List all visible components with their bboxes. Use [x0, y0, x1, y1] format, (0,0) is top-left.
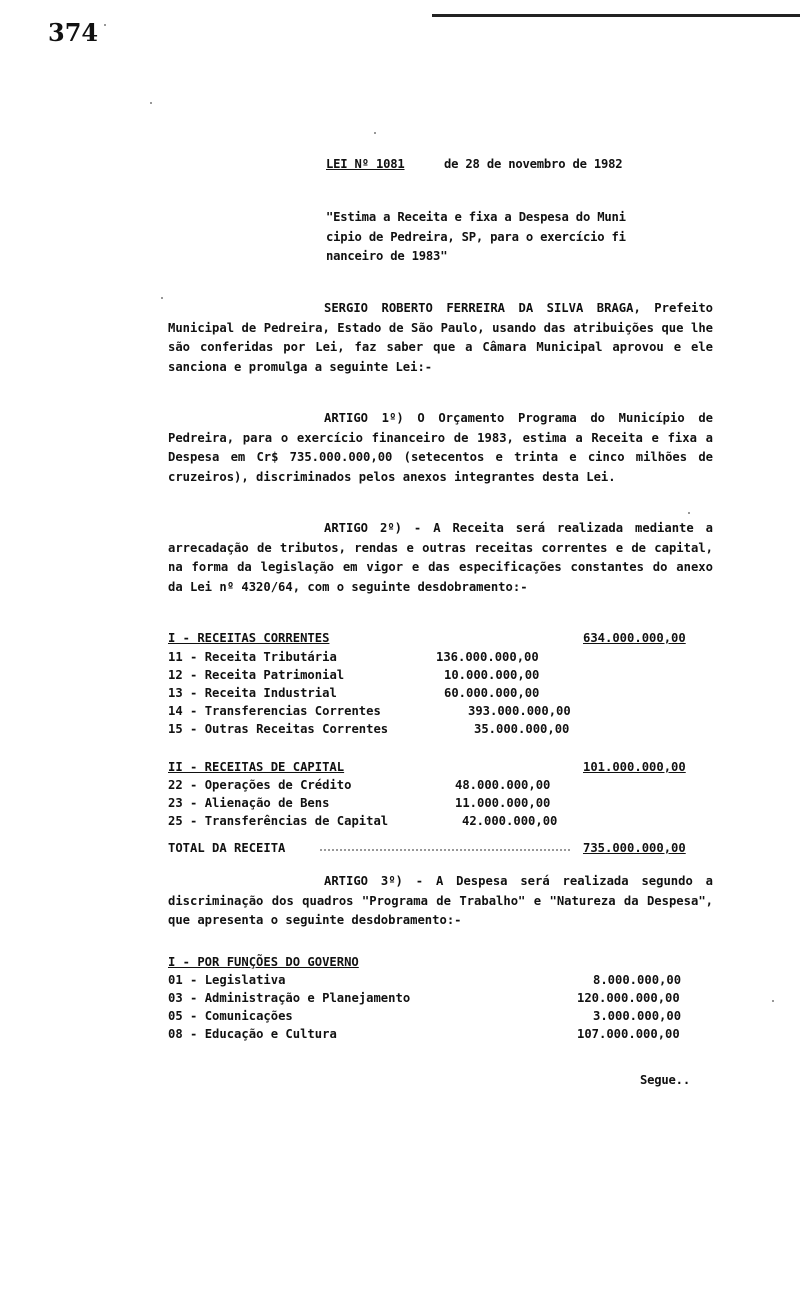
- article-1-body: O Orçamento Programa do Município de Pedreira, para o exercício financeiro de 1983, estima a Receita e fixa a Despesa em Cr$ 735.000.000,00 (setecentos e trinta e cinco milhões de cruzeiros), discriminados pelos anexos integrantes desta Lei.: [168, 411, 714, 484]
- receita-value: 42.000.000,00: [462, 814, 558, 828]
- article-1: [168, 409, 713, 487]
- receitas-capital-total: 101.000.000,00: [583, 760, 686, 774]
- receita-row: 22 - Operações de Crédito: [168, 778, 352, 792]
- continues-note: Segue..: [640, 1073, 690, 1087]
- law-title: LEI Nº 1081: [326, 157, 405, 171]
- receita-value: 48.000.000,00: [455, 778, 551, 792]
- total-receita-label: TOTAL DA RECEITA: [168, 841, 286, 855]
- funcao-value: 8.000.000,00: [593, 973, 682, 987]
- summary-line-3: nanceiro de 1983": [326, 249, 448, 263]
- summary-line-2: cipio de Pedreira, SP, para o exercício fi: [326, 230, 626, 244]
- receita-value: 10.000.000,00: [444, 668, 540, 682]
- funcao-row: 08 - Educação e Cultura: [168, 1027, 337, 1041]
- article-3-body: - A Despesa será realizada segundo a discriminação dos quadros "Programa de Trabalho" e "Natureza da Despesa", que apresenta o seguinte desdobramento:-: [168, 874, 713, 928]
- scan-speck: [772, 1000, 774, 1002]
- leader-dots: [320, 849, 570, 851]
- funcao-row: 05 - Comunicações: [168, 1009, 293, 1023]
- total-receita-value: 735.000.000,00: [583, 841, 686, 855]
- receita-row: 25 - Transferências de Capital: [168, 814, 389, 828]
- funcao-value: 120.000.000,00: [577, 991, 680, 1005]
- funcao-row: 01 - Legislativa: [168, 973, 286, 987]
- scan-speck: [104, 24, 106, 26]
- article-3: [168, 872, 713, 931]
- funcao-value: 107.000.000,00: [577, 1027, 680, 1041]
- article-2-lead: ARTIGO 2º): [324, 521, 402, 535]
- law-date: de 28 de novembro de 1982: [444, 157, 623, 171]
- funcao-value: 3.000.000,00: [593, 1009, 682, 1023]
- article-3-lead: ARTIGO 3º): [324, 874, 403, 888]
- receitas-correntes-heading: I - RECEITAS CORRENTES: [168, 631, 330, 645]
- preamble-body: Prefeito Municipal de Pedreira, Estado de São Paulo, usando das atribuições que lhe são conferidas por Lei, faz saber que a Câmara Municipal aprovou e ele sanciona e promulga a seguinte Lei:-: [168, 301, 713, 374]
- receita-value: 136.000.000,00: [436, 650, 539, 664]
- receita-row: 13 - Receita Industrial: [168, 686, 337, 700]
- summary-line-1: "Estima a Receita e fixa a Despesa do Muni: [326, 210, 626, 224]
- receita-value: 11.000.000,00: [455, 796, 551, 810]
- receita-row: 12 - Receita Patrimonial: [168, 668, 345, 682]
- article-2-body: - A Receita será realizada mediante a arrecadação de tributos, rendas e outras receitas correntes e de capital, na forma da legislação em vigor e das especificações constantes do anexo da Lei nº 4320/64, com o seguinte desdobramento:-: [168, 521, 713, 594]
- receita-value: 60.000.000,00: [444, 686, 540, 700]
- receita-row: 11 - Receita Tributária: [168, 650, 337, 664]
- funcoes-heading: I - POR FUNÇÕES DO GOVERNO: [168, 955, 359, 969]
- receita-value: 35.000.000,00: [474, 722, 570, 736]
- receita-value: 393.000.000,00: [468, 704, 571, 718]
- scan-speck: [150, 102, 152, 104]
- scan-speck: [688, 512, 690, 514]
- preamble-lead: SERGIO ROBERTO FERREIRA DA SILVA BRAGA,: [324, 301, 641, 315]
- receita-row: 23 - Alienação de Bens: [168, 796, 330, 810]
- receita-row: 14 - Transferencias Correntes: [168, 704, 381, 718]
- receitas-correntes-total: 634.000.000,00: [583, 631, 686, 645]
- scan-speck: [374, 132, 376, 134]
- top-rule: [432, 14, 800, 17]
- article-2: [168, 519, 713, 597]
- preamble: [168, 299, 713, 377]
- article-1-lead: ARTIGO 1º): [324, 411, 404, 425]
- receita-row: 15 - Outras Receitas Correntes: [168, 722, 389, 736]
- receitas-capital-heading: II - RECEITAS DE CAPITAL: [168, 760, 345, 774]
- scan-speck: [161, 297, 163, 299]
- page-number: 374: [48, 18, 99, 47]
- funcao-row: 03 - Administração e Planejamento: [168, 991, 411, 1005]
